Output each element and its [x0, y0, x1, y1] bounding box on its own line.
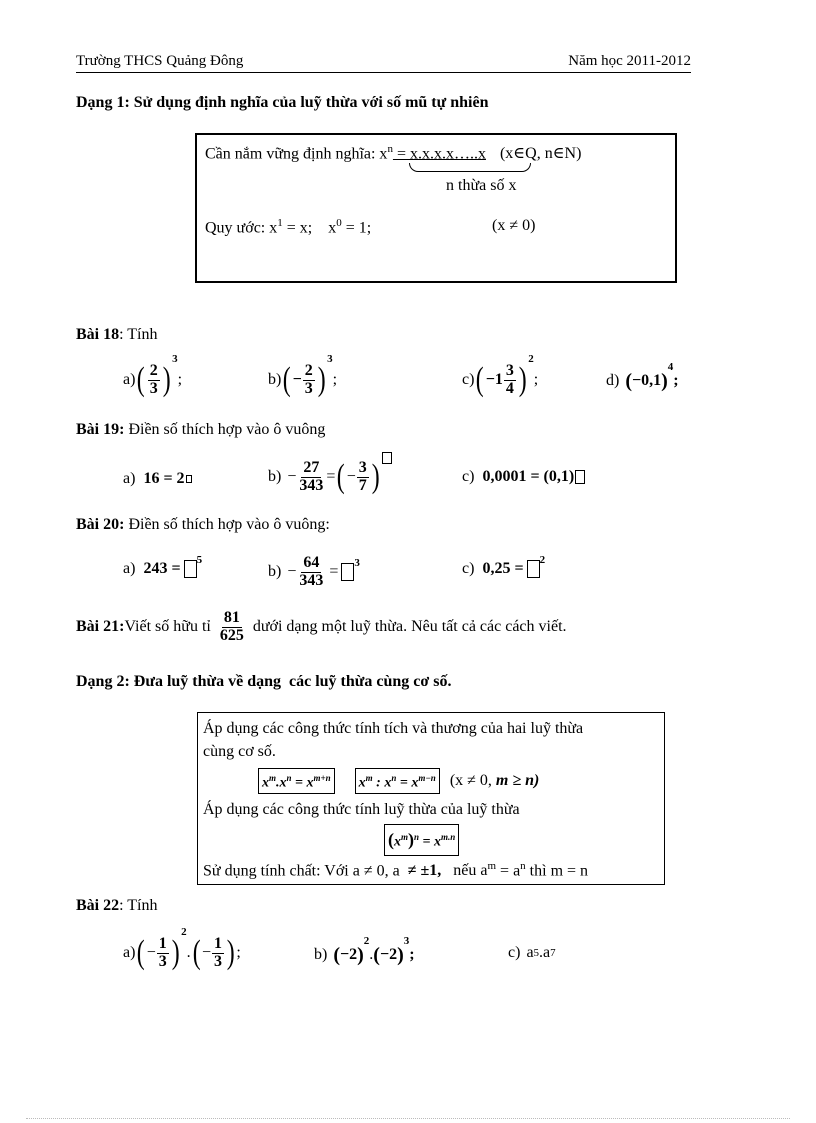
denominator: 343 [299, 571, 324, 589]
fraction [218, 610, 246, 645]
formula-box [197, 712, 665, 885]
denominator: 343 [299, 476, 324, 494]
fraction [212, 936, 224, 971]
convention-line [205, 217, 371, 237]
base: a [526, 944, 534, 961]
bai20-heading [76, 516, 330, 534]
section1-title: Dạng 1: Sử dụng định nghĩa của luỹ thừa với số mũ tự nhiên [76, 94, 489, 111]
numerator: 27 [303, 458, 320, 476]
numerator: 3 [358, 458, 367, 476]
bai20-c-expr: 0,25 = [482, 560, 524, 577]
bai19-c-label: c) [462, 468, 475, 485]
base: −0,1 [632, 372, 662, 389]
equals-sign: = [326, 468, 336, 485]
exponent: 2 [181, 926, 187, 938]
definition-exponent: n [387, 143, 393, 155]
bai20-c [462, 556, 545, 582]
exponent: 2 [363, 935, 370, 947]
bai22-b: b) ( −2 ) 2 . ( −2 ) 3 ; [314, 935, 415, 966]
formula-condition: (x ≠ 0, [449, 771, 492, 789]
answer-box[interactable] [186, 475, 192, 483]
bai22-heading [76, 897, 158, 915]
formula-line4 [203, 860, 588, 880]
line4-part-e: = a [496, 862, 521, 880]
bai18-title: Bài 18 [76, 326, 120, 343]
bai22-c-label: c) [508, 944, 521, 961]
bai18-b-label: b) [268, 371, 282, 388]
section2-title: Dạng 2: Đưa luỹ thừa về dạng các luỹ thừa cùng cơ số. [76, 673, 452, 690]
bai18-text: : Tính [119, 326, 158, 343]
bai22-b-label: b) [314, 946, 328, 963]
fraction [504, 363, 516, 398]
bai19-text: Điền số thích hợp vào ô vuông [124, 421, 326, 438]
bai18-c: c) ( −1 $\frac{3}{4}$ ) 2 ; [462, 353, 539, 398]
semicolon: ; [409, 946, 415, 963]
equals-sign: = [329, 563, 339, 580]
line4-part-g: thì m = n [525, 862, 589, 880]
line4-part-b: ≠ ±1, [407, 862, 442, 880]
denominator: 7 [358, 476, 367, 494]
formula-condition-2: m ≥ n) [495, 771, 540, 789]
bai18-heading [76, 326, 158, 344]
exponent: 3 [327, 353, 333, 365]
bai19-c-expr: 0,0001 = (0,1) [482, 468, 575, 485]
formula-product: $x^m.x^n = x^{m+n}$ [258, 768, 335, 794]
convention-end: = 1; [341, 219, 372, 237]
bai21-title: Bài 21: [76, 618, 125, 635]
numerator: 1 [213, 934, 222, 952]
numerator: 81 [223, 608, 240, 626]
bai20-c-label: c) [462, 560, 475, 577]
bai19-a-label: a) [123, 470, 136, 487]
bai19-title: Bài 19: [76, 421, 125, 438]
convention-prefix: Quy ước: x [205, 219, 278, 237]
bai20-a-label: a) [123, 560, 136, 577]
bai19-heading [76, 421, 325, 439]
minus-sign: − [287, 563, 297, 580]
definition-product: = x.x.x.x…..x [392, 145, 486, 163]
school-year: Năm học 2011-2012 [568, 53, 691, 69]
bai19-c [462, 468, 585, 486]
answer-box[interactable] [382, 452, 392, 464]
answer-box[interactable] [184, 560, 197, 578]
formula-quotient: $x^m$ : $x^n = x^{m-n}$ [355, 768, 440, 794]
line4-part-a: Sử dụng tính chất: Với a ≠ 0, a [203, 862, 400, 880]
exponent: 2 [539, 554, 546, 566]
minus-sign: − [287, 468, 297, 485]
bai22-a-label: a) [123, 944, 136, 961]
bai21 [76, 602, 567, 652]
exponent: 7 [550, 947, 556, 959]
base: −2 [379, 946, 398, 963]
bai22-title: Bài 22 [76, 897, 120, 914]
numerator: 2 [149, 361, 158, 379]
numerator: 1 [158, 934, 167, 952]
formula-line2: cùng cơ số. [203, 743, 276, 760]
semicolon: ; [236, 944, 241, 961]
bai19-a-expr: 16 = 2 [143, 470, 185, 487]
school-name: Trường THCS Quảng Đông [76, 53, 244, 69]
bai22-c [508, 944, 556, 962]
definition-condition: (x∈Q, n∈N) [499, 145, 582, 163]
semicolon: ; [177, 371, 183, 388]
denominator: 625 [219, 626, 244, 644]
fraction [148, 363, 160, 398]
bai20-a [123, 556, 202, 582]
exponent: 5 [196, 554, 203, 566]
whole-part: −1 [485, 371, 503, 388]
formula-power-of-power: $(x^m)^n = x^{m.n}$ [384, 824, 459, 856]
line4-exp-n: n [520, 860, 526, 872]
numerator: 64 [303, 553, 320, 571]
bai20-b [268, 547, 360, 597]
denominator: 4 [505, 379, 514, 397]
definition-box [195, 133, 677, 283]
denominator: 3 [213, 952, 222, 970]
bai20-a-expr: 243 = [143, 560, 181, 577]
line4-part-c: nếu a [453, 862, 488, 880]
semicolon: ; [673, 372, 679, 389]
exponent: 3 [172, 353, 178, 365]
bai22-a: a) ( − $\frac{1}{3}$ ) 2 . ( − $\frac{1}{3}$ ) ; [123, 926, 241, 971]
bai18-b: b) ( − $\frac{2}{3}$ ) 3 ; [268, 353, 338, 398]
exponent: 4 [667, 361, 674, 373]
base: −2 [340, 946, 358, 963]
exponent: 5 [533, 947, 540, 959]
minus-sign: − [292, 371, 302, 388]
formula-line1: Áp dụng các công thức tính tích và thương của hai luỹ thừa [203, 720, 584, 737]
convention-exp0: 0 [336, 217, 342, 229]
fraction [297, 460, 325, 495]
bai21-pre: Viết số hữu tỉ [124, 618, 211, 635]
denominator: 3 [158, 952, 167, 970]
line4-exp-m: m [487, 860, 497, 872]
page-header [76, 52, 691, 73]
bai19-a [123, 470, 192, 488]
denominator: 3 [304, 379, 313, 397]
definition-prefix: Cần nắm vững định nghĩa: x [205, 145, 388, 163]
bai21-post: dưới dạng một luỹ thừa. Nêu tất cả các cách viết. [252, 618, 567, 635]
dot: .a [539, 944, 551, 961]
convention-condition: (x ≠ 0) [492, 217, 536, 234]
fraction [357, 460, 369, 495]
bai19-b: b) − $\frac{27}{343}$ = ( − $\frac{3}{7}$ ) [268, 452, 392, 502]
dot: . [369, 946, 374, 963]
page-bottom-edge [26, 1118, 790, 1119]
bai22-text: : Tính [119, 897, 158, 914]
bai18-c-label: c) [462, 371, 475, 388]
fraction [157, 936, 169, 971]
convention-mid: = x; x [282, 219, 337, 237]
bai19-b-label: b) [268, 468, 282, 485]
bai18-d: d) ( −0,1 ) 4 ; [606, 361, 679, 392]
bai18-a: a) ( $\frac{2}{3}$ ) 3 ; [123, 353, 183, 398]
dot: . [186, 944, 191, 961]
convention-exp1: 1 [277, 217, 283, 229]
answer-box[interactable] [341, 563, 354, 581]
exponent: 3 [354, 557, 360, 569]
definition-underbrace-label: n thừa số x [446, 177, 517, 194]
definition-line [205, 143, 581, 163]
semicolon: ; [533, 371, 539, 388]
bai18-d-label: d) [606, 372, 620, 389]
answer-box[interactable] [527, 560, 540, 578]
bai20-b-label: b) [268, 563, 282, 580]
semicolon: ; [332, 371, 338, 388]
answer-box[interactable] [575, 470, 585, 484]
numerator: 3 [505, 361, 514, 379]
fraction [303, 363, 315, 398]
numerator: 2 [304, 361, 313, 379]
exponent: 3 [403, 935, 410, 947]
bai20-title: Bài 20: [76, 516, 125, 533]
formula-line3: Áp dụng các công thức tính luỹ thừa của luỹ thừa [203, 801, 520, 818]
denominator: 3 [149, 379, 158, 397]
exponent: 2 [528, 353, 534, 365]
bai20-text: Điền số thích hợp vào ô vuông: [124, 516, 330, 533]
underbrace [409, 163, 531, 172]
formula-power-row [384, 824, 459, 856]
bai18-a-label: a) [123, 371, 136, 388]
formula-row-product [258, 768, 539, 794]
fraction [297, 555, 325, 590]
